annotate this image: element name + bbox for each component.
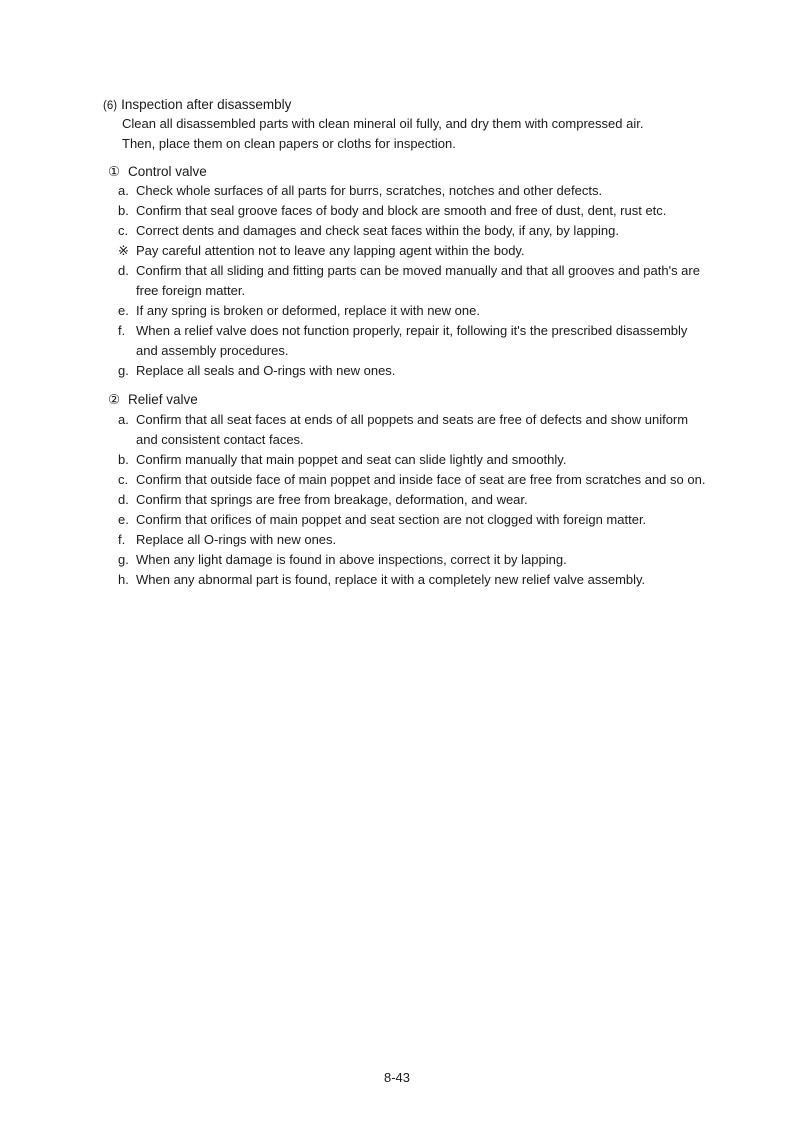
circled-number-2: ② <box>108 392 121 407</box>
list-item-text: Confirm that seal groove faces of body and block are smooth and free of dust, dent, rust etc. <box>136 203 667 218</box>
list-item-label: c. <box>118 472 129 487</box>
list-item-label: a. <box>118 412 129 427</box>
section-title <box>103 95 291 116</box>
list-item-label: e. <box>118 512 129 527</box>
list-item <box>118 570 708 590</box>
list-item <box>118 201 708 221</box>
list-item <box>118 550 708 570</box>
list-item <box>118 470 708 490</box>
circled-number-1: ① <box>108 164 121 179</box>
list-item <box>118 510 708 530</box>
section-number: (6) <box>103 100 118 112</box>
list-item-text: Confirm that all seat faces at ends of all poppets and seats are free of defects and show uniform and consistent contact faces. <box>136 412 689 447</box>
note-mark: ※ <box>118 243 129 258</box>
list-item-text: Correct dents and damages and check seat faces within the body, if any, by lapping. <box>136 223 619 238</box>
list-item-label: a. <box>118 183 129 198</box>
list-item <box>118 490 708 510</box>
list-item-text: Replace all O-rings with new ones. <box>136 532 337 547</box>
section-title-text: Inspection after disassembly <box>121 97 292 112</box>
list-item-text: When any light damage is found in above inspections, correct it by lapping. <box>136 552 567 567</box>
list-item-label: g. <box>118 363 129 378</box>
list-item <box>118 261 708 301</box>
control-valve-heading-text: Control valve <box>128 164 207 179</box>
list-item-text: Confirm that outside face of main poppet and inside face of seat are free from scratches and so on. <box>136 472 706 487</box>
intro-line: Clean all disassembled parts with clean mineral oil fully, and dry them with compressed air. <box>122 116 644 131</box>
list-item-label: g. <box>118 552 129 567</box>
control-valve-heading <box>108 162 207 182</box>
page-number: 8-43 <box>383 1070 411 1085</box>
list-item-note <box>118 241 708 261</box>
list-item <box>118 410 708 450</box>
list-item-text: When any abnormal part is found, replace it with a completely new relief valve assembly. <box>136 572 646 587</box>
intro-line: Then, place them on clean papers or cloths for inspection. <box>122 136 456 151</box>
list-item <box>118 301 708 321</box>
relief-valve-heading <box>108 390 198 410</box>
section-intro <box>122 114 643 154</box>
list-item-text: Replace all seals and O-rings with new ones. <box>136 363 396 378</box>
list-item-label: h. <box>118 572 129 587</box>
list-item <box>118 361 708 381</box>
list-item-label: e. <box>118 303 129 318</box>
list-item-label: d. <box>118 492 129 507</box>
list-item-label: f. <box>118 532 126 547</box>
list-item-text: Confirm that all sliding and fitting parts can be moved manually and that all grooves and path's are free foreign matter. <box>136 263 700 298</box>
relief-valve-list <box>118 410 708 590</box>
list-item-text: Confirm manually that main poppet and seat can slide lightly and smoothly. <box>136 452 567 467</box>
list-item <box>118 450 708 470</box>
list-item <box>118 321 708 361</box>
list-item-label: b. <box>118 452 129 467</box>
list-item <box>118 221 708 241</box>
list-item-text: If any spring is broken or deformed, replace it with new one. <box>136 303 480 318</box>
list-item-label: d. <box>118 263 129 278</box>
relief-valve-heading-text: Relief valve <box>128 392 198 407</box>
list-item-text: Pay careful attention not to leave any lapping agent within the body. <box>136 243 525 258</box>
list-item-text: When a relief valve does not function properly, repair it, following it's the prescribed disassembly and assembly procedures. <box>136 323 688 358</box>
list-item <box>118 181 708 201</box>
list-item-label: b. <box>118 203 129 218</box>
list-item <box>118 530 708 550</box>
list-item-text: Check whole surfaces of all parts for burrs, scratches, notches and other defects. <box>136 183 603 198</box>
control-valve-list <box>118 181 708 381</box>
list-item-text: Confirm that orifices of main poppet and seat section are not clogged with foreign matter. <box>136 512 647 527</box>
list-item-label: c. <box>118 223 129 238</box>
list-item-label: f. <box>118 323 126 338</box>
list-item-text: Confirm that springs are free from breakage, deformation, and wear. <box>136 492 528 507</box>
